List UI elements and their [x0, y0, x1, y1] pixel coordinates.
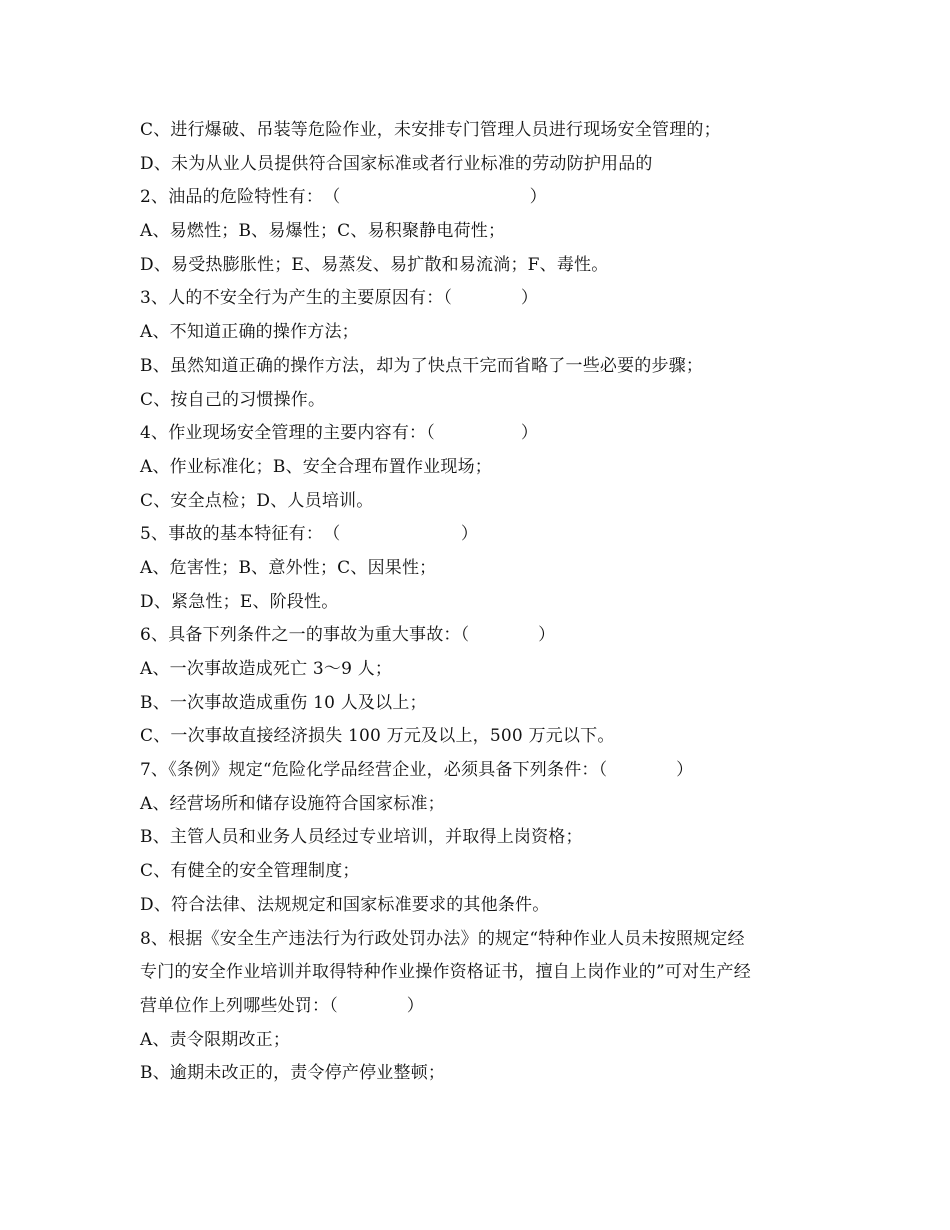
text-line: D、符合法律、法规规定和国家标准要求的其他条件。 [140, 894, 550, 915]
text-line: D、紧急性；E、阶段性。 [140, 591, 339, 612]
text-line: B、主管人员和业务人员经过专业培训，并取得上岗资格； [140, 827, 583, 848]
text-line: A、不知道正确的操作方法； [140, 322, 359, 343]
text-line: A、易燃性；B、易爆性；C、易积聚静电荷性； [140, 221, 506, 242]
question-6: 6、具备下列条件之一的事故为重大事故：（ ） [140, 625, 556, 646]
question-2: 2、油品的危险特性有： （ ） [140, 187, 547, 208]
question-3: 3、人的不安全行为产生的主要原因有：（ ） [140, 288, 539, 309]
text-line: D、易受热膨胀性；E、易蒸发、易扩散和易流淌；F、毒性。 [140, 254, 609, 275]
text-line: 专门的安全作业培训并取得特种作业操作资格证书，擅自上岗作业的”可对生产经 [140, 962, 751, 983]
text-line: B、虽然知道正确的操作方法，却为了快点干完而省略了一些必要的步骤； [140, 355, 704, 376]
text-line: C、安全点检；D、人员培训。 [140, 490, 374, 511]
text-line: A、危害性；B、意外性；C、因果性； [140, 557, 437, 578]
text-line: C、一次事故直接经济损失 100 万元及以上，500 万元以下。 [140, 726, 615, 747]
text-line: A、经营场所和储存设施符合国家标准； [140, 793, 445, 814]
text-line: B、一次事故造成重伤 10 人及以上； [140, 692, 427, 713]
question-7: 7、《条例》规定“危险化学品经营企业，必须具备下列条件：（ ） [140, 760, 694, 781]
text-line: A、一次事故造成死亡 3～9 人； [140, 659, 393, 679]
text-line: 营单位作上列哪些处罚：（ ） [140, 995, 424, 1016]
text-line: D、未为从业人员提供符合国家标准或者行业标准的劳动防护用品的 [140, 153, 653, 174]
question-5: 5、事故的基本特征有： （ ） [140, 524, 479, 545]
text-line: A、责令限期改正； [140, 1029, 291, 1050]
text-line: C、进行爆破、吊装等危险作业，未安排专门管理人员进行现场安全管理的； [140, 120, 721, 140]
text-line: C、按自己的习惯操作。 [140, 389, 326, 410]
text-line: B、逾期未改正的，责令停产停业整顿； [140, 1063, 446, 1084]
question-4: 4、作业现场安全管理的主要内容有：（ ） [140, 423, 539, 444]
question-8: 8、根据《安全生产违法行为行政处罚办法》的规定“特种作业人员未按照规定经 [140, 928, 745, 949]
document-body [140, 114, 820, 1091]
text-line: C、有健全的安全管理制度； [140, 861, 360, 882]
text-line: A、作业标准化；B、安全合理布置作业现场； [140, 456, 492, 477]
